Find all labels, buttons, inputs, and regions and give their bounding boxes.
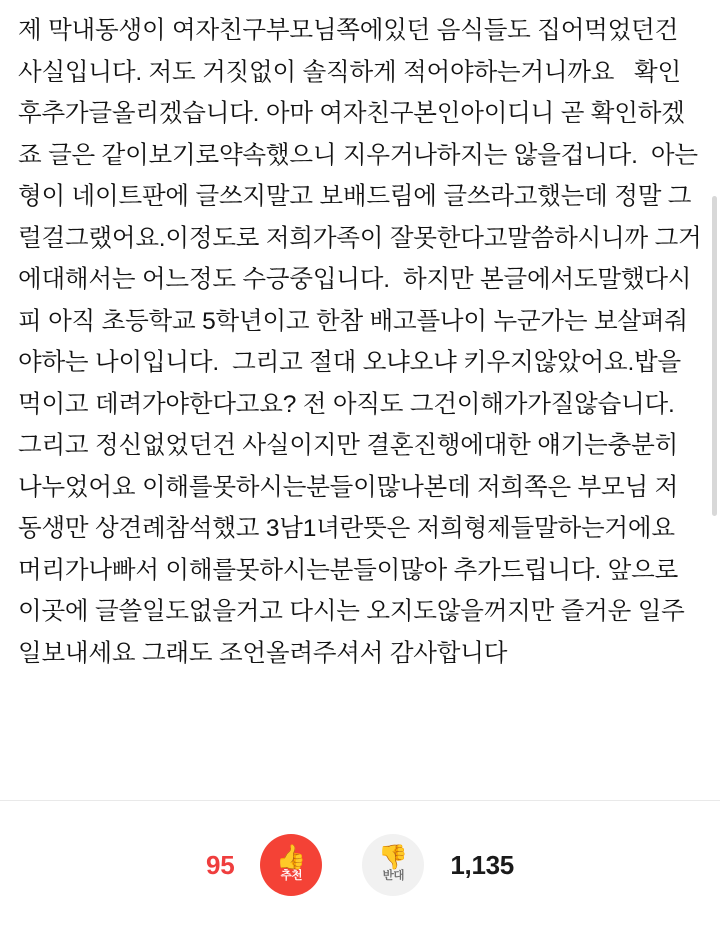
downvote-button[interactable]	[362, 834, 424, 896]
downvote-button-label: 반대	[382, 870, 405, 882]
upvote-button[interactable]	[260, 834, 322, 896]
upvote-button-label: 추천	[280, 870, 303, 882]
thumbs-down-icon: 👎	[378, 844, 409, 871]
vertical-scrollbar[interactable]	[712, 196, 717, 516]
post-content-text: 제 막내동생이 여자친구부모님쪽에있던 음식들도 집어먹었던건 사실입니다. 저도 거짓없이 솔직하게 적어야하는거니까요 확인후추가글올리겠습니다. 아마 여자친구본인아이디니 곧 확인하겠죠 글은 같이보기로약속했으니 지우거나하지는 않을겁니다. 아는형이 네이트판에 글쓰지말고 보배드림에 글쓰라고했는데 정말 그럴걸그랬어요.이정도로 저희가족이 잘못한다고말씀하시니까 그거에대해서는 어느정도 수긍중입니다. 하지만 본글에서도말했다시피 아직 초등학교 5학년이고 한참 배고플나이 누군가는 보살펴줘야하는 나이입니다. 그리고 절대 오냐오냐 키우지않았어요.밥을먹이고 데려가야한다고요? 전 아직도 그건이해가가질않습니다. 그리고 정신없었던건 사실이지만 결혼진행에대한 얘기는충분히 나누었어요 이해를못하시는분들이많나본데 저희쪽은 부모님 저 동생만 상견례참석했고 3남1녀란뜻은 저희형제들말하는거에요 머리가나빠서 이해를못하시는분들이많아 추가드립니다. 앞으로 이곳에 글쓸일도없을거고 다시는 오지도않을꺼지만 즐거운 일주일보내세요 그래도 조언올려주셔서 감사합니다	[18, 17, 702, 667]
thumbs-up-icon: 👍	[276, 844, 307, 871]
reaction-bar	[0, 801, 720, 929]
downvote-count: 1,135	[450, 849, 514, 880]
upvote-count: 95	[206, 849, 235, 880]
